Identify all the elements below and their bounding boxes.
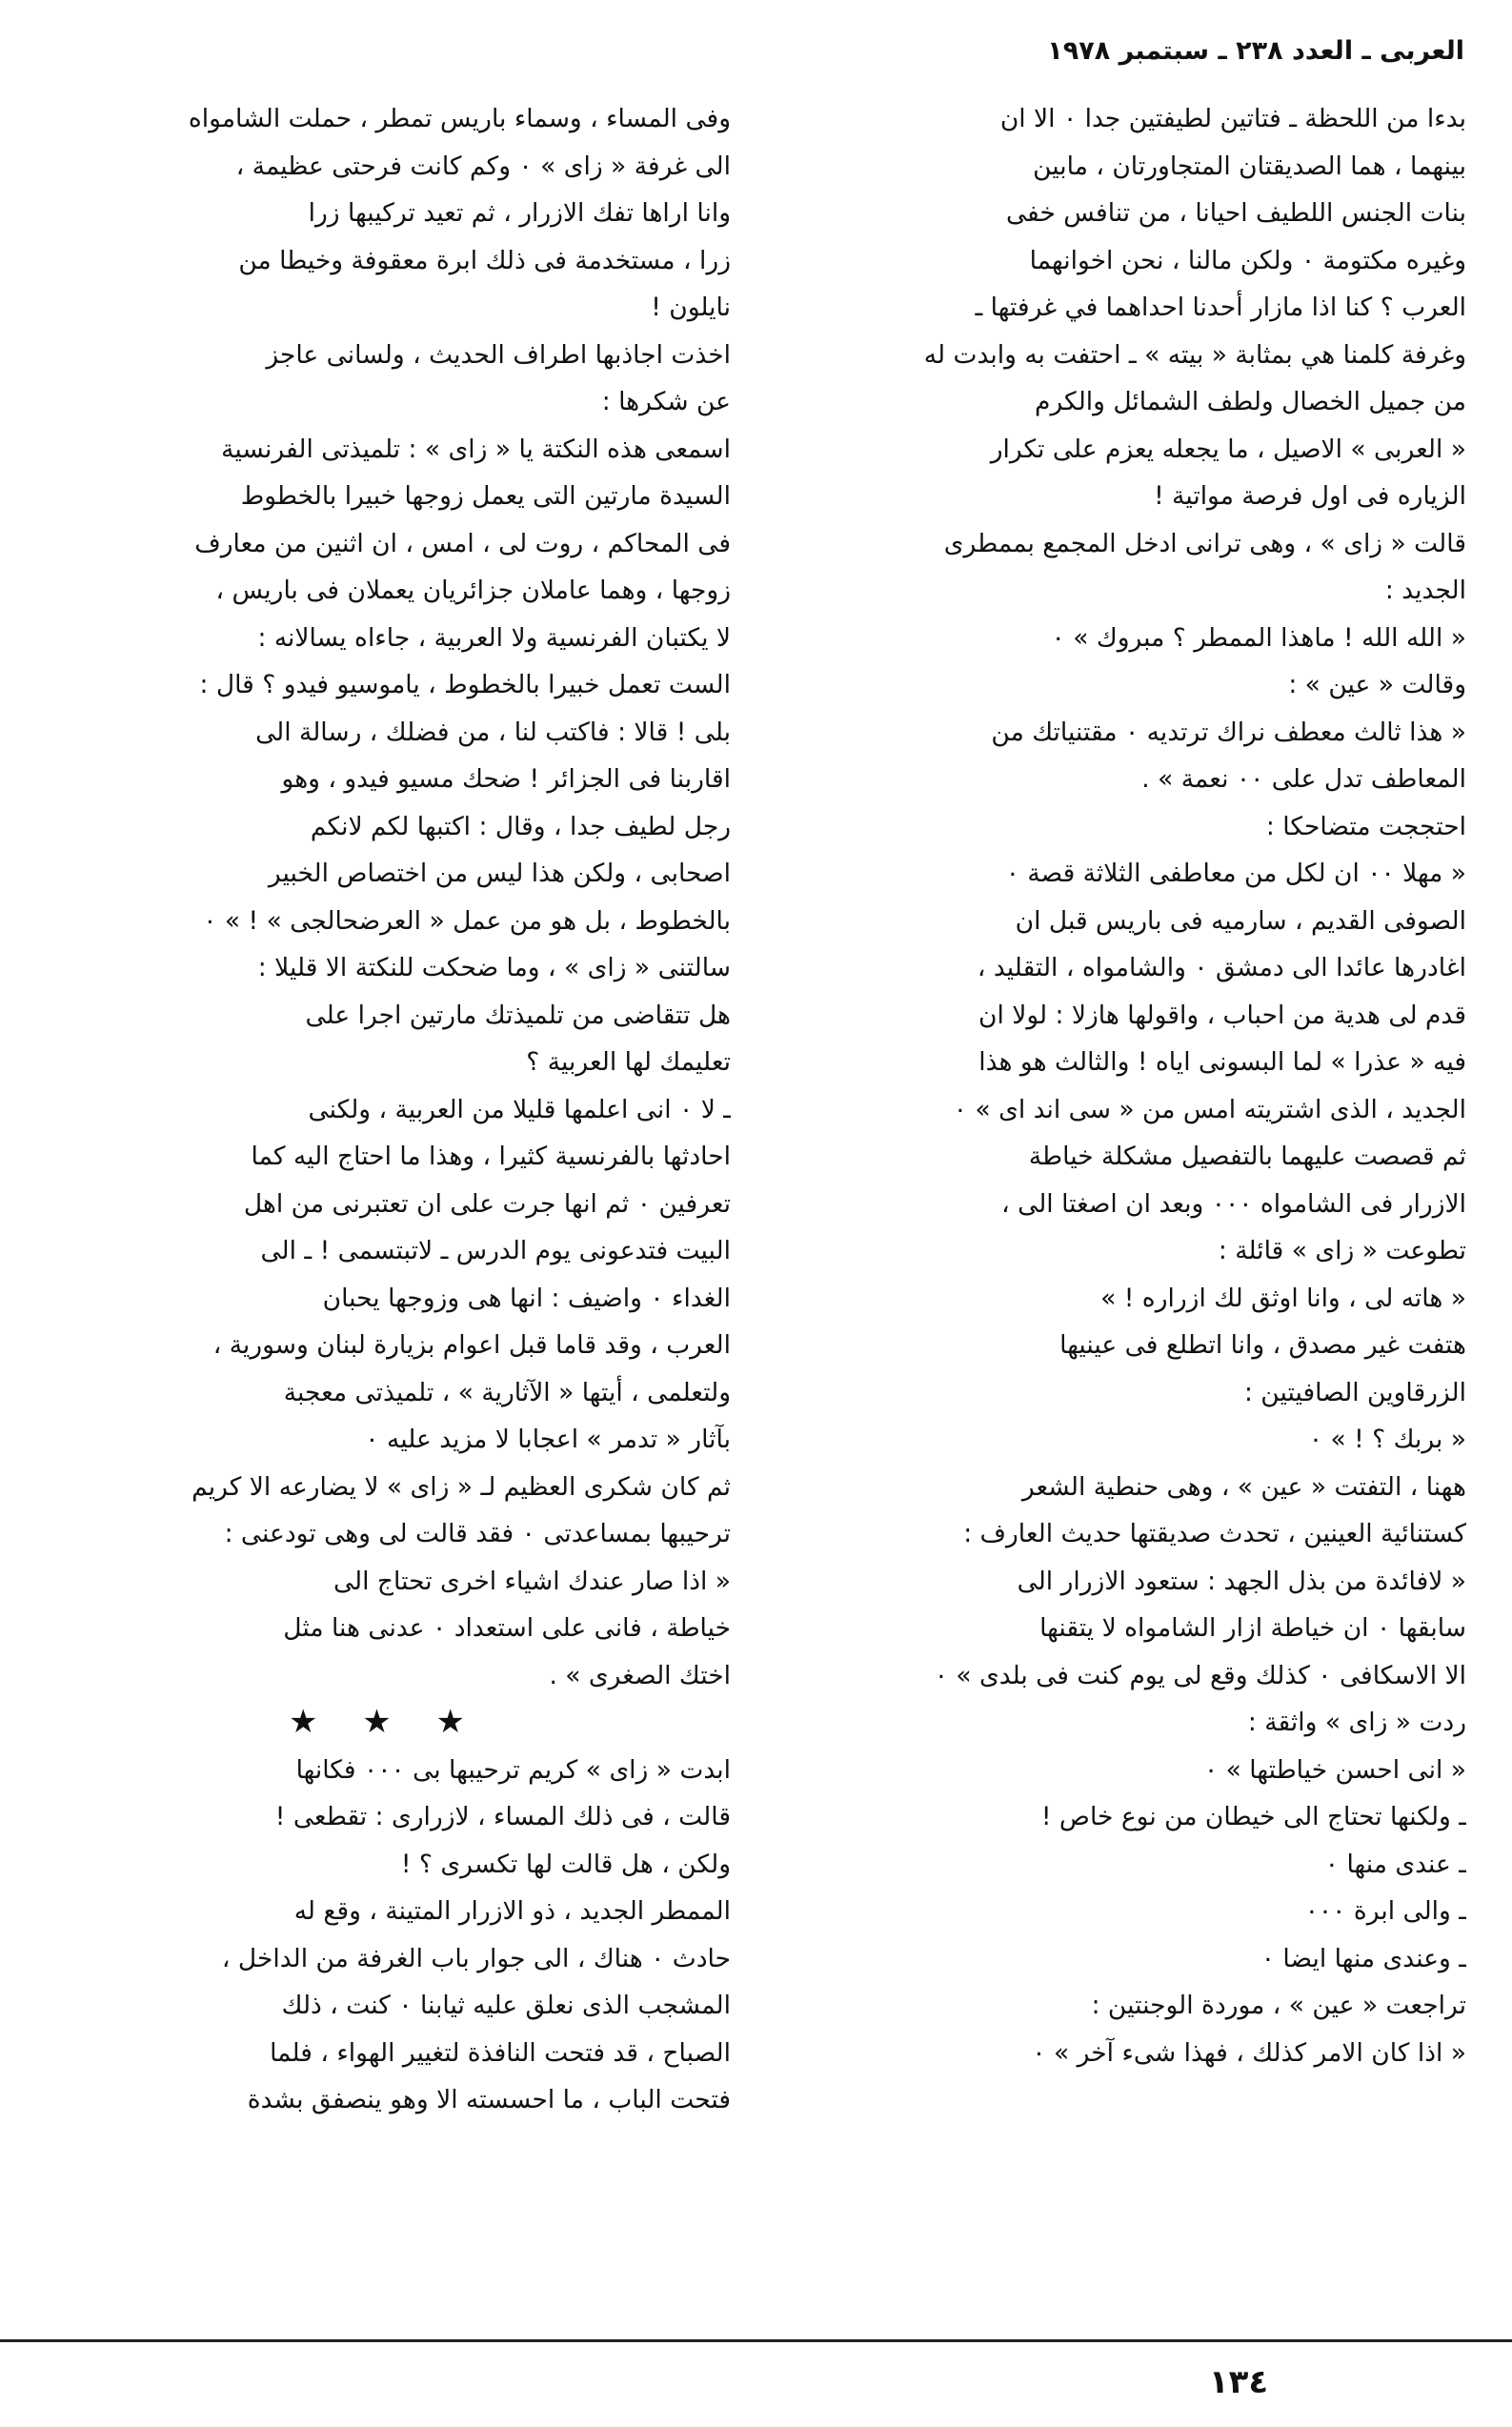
text-line: الازرار فى الشامواه ٠٠٠ وبعد ان اصغتا الى ، <box>1001 1188 1466 1219</box>
text-line: اسمعى هذه النكتة يا « زاى » : تلميذتى الفرنسية <box>221 434 731 464</box>
text-line: وفى المساء ، وسماء باريس تمطر ، حملت الشامواه <box>188 104 731 133</box>
section-divider-stars: ★ ★ ★ <box>288 1703 483 1741</box>
text-line: « الله الله ! ماهذا الممطر ؟ مبروك » ٠ <box>1051 622 1466 653</box>
text-line: المعاطف تدل على ٠٠ نعمة » . <box>1141 764 1466 794</box>
text-line: الصوفى القديم ، سارميه فى باريس قبل ان <box>1015 905 1466 936</box>
text-line: ردت « زاى » واثقة : <box>1247 1708 1466 1737</box>
text-line: الزرقاوين الصافيتين : <box>1243 1377 1466 1407</box>
text-line: من جميل الخصال ولطف الشمائل والكرم <box>1035 387 1466 416</box>
text-line: تطوعت « زاى » قائلة : <box>1218 1236 1466 1265</box>
text-line: ابدت « زاى » كريم ترحيبها بى ٠٠٠ فكانها <box>295 1754 731 1785</box>
text-line: خياطة ، فانى على استعداد ٠ عدنى هنا مثل <box>283 1613 731 1643</box>
text-line: فى المحاكم ، روت لى ، امس ، ان اثنين من معارف <box>194 528 731 558</box>
text-line: قالت « زاى » ، وهى ترانى ادخل المجمع بممطرى <box>943 528 1466 558</box>
text-line: احادثها بالفرنسية كثيرا ، وهذا ما احتاج اليه كما <box>251 1142 731 1171</box>
text-line: فتحت الباب ، ما احسسته الا وهو ينصفق بشدة <box>247 2085 731 2114</box>
text-line: بدءا من اللحظة ـ فتاتين لطيفتين جدا ٠ الا ان <box>999 104 1466 133</box>
text-line: « هذا ثالث معطف نراك ترتديه ٠ مقتنياتك من <box>991 717 1466 747</box>
text-line: « انى احسن خياطتها » ٠ <box>1204 1754 1466 1785</box>
text-line: زرا ، مستخدمة فى ذلك ابرة معقوفة وخيطا من <box>238 245 731 275</box>
text-line: الا الاسكافى ٠ كذلك وقع لى يوم كنت فى بلدى » ٠ <box>934 1660 1466 1690</box>
text-line: تعرفين ٠ ثم انها جرت على ان تعتبرنى من اهل <box>243 1188 731 1219</box>
text-line: اقاربنا فى الجزائر ! ضحك مسيو فيدو ، وهو <box>281 764 731 794</box>
text-line: وقالت « عين » : <box>1288 670 1466 699</box>
text-line: قدم لى هدية من احباب ، واقولها هازلا : لولا ان <box>978 1000 1466 1030</box>
text-line: الجديد ، الذى اشتريته امس من « سى اند اى » ٠ <box>953 1094 1466 1124</box>
text-line: ترحيبها بمساعدتى ٠ فقد قالت لى وهى تودعنى : <box>224 1519 731 1548</box>
text-line: الجديد : <box>1384 576 1466 605</box>
text-line: العرب ؟ كنا اذا مازار أحدنا احداهما في غرفتها ـ <box>975 293 1466 322</box>
text-line: العرب ، وقد قاما قبل اعوام بزيارة لبنان وسورية ، <box>212 1330 731 1360</box>
text-line: « بربك ؟ ! » ٠ <box>1308 1425 1466 1454</box>
text-line: ثم كان شكرى العظيم لـ « زاى » لا يضارعه الا كريم <box>192 1471 731 1502</box>
text-line: البيت فتدعونى يوم الدرس ـ لاتبتسمى ! ـ الى <box>260 1236 731 1265</box>
text-line: رجل لطيف جدا ، وقال : اكتبها لكم لانكم <box>310 811 731 841</box>
text-line: بنات الجنس اللطيف احيانا ، من تنافس خفى <box>1005 198 1466 228</box>
text-line: الى غرفة « زاى » ٠ وكم كانت فرحتى عظيمة ، <box>235 151 731 181</box>
text-line: وغيره مكتومة ٠ ولكن مالنا ، نحن اخوانهما <box>1029 245 1466 275</box>
text-line: زوجها ، وهما عاملان جزائريان يعملان فى باريس ، <box>215 576 731 605</box>
text-line: ـ وعندى منها ايضا ٠ <box>1260 1943 1466 1973</box>
text-line: احتججت متضاحكا : <box>1265 811 1466 841</box>
text-line: « هاته لى ، وانا اوثق لك ازراره ! » <box>1100 1283 1466 1313</box>
text-column-left <box>40 95 731 2325</box>
text-line: بلى ! قالا : فاكتب لنا ، من فضلك ، رسالة الى <box>255 717 731 747</box>
text-line: الست تعمل خبيرا بالخطوط ، ياموسيو فيدو ؟ قال : <box>199 670 731 699</box>
text-line: « مهلا ٠٠ ان لكل من معاطفى الثلاثة قصة ٠ <box>1005 859 1466 888</box>
text-line: الصباح ، قد فتحت النافذة لتغيير الهواء ، فلما <box>270 2037 731 2068</box>
text-line: كستنائية العينين ، تحدث صديقتها حديث العارف : <box>963 1519 1466 1548</box>
text-line: هل تتقاضى من تلميذتك مارتين اجرا على <box>305 1000 731 1030</box>
text-line: وانا اراها تفك الازرار ، ثم تعيد تركيبها زرا <box>308 198 731 228</box>
text-line: اختك الصغرى » . <box>549 1660 731 1690</box>
text-line: ولتعلمى ، أيتها « الآثارية » ، تلميذتى معجبة <box>283 1377 731 1407</box>
text-line: « لافائدة من بذل الجهد : ستعود الازرار الى <box>1017 1566 1466 1596</box>
text-line: بينهما ، هما الصديقتان المتجاورتان ، مابين <box>1033 151 1466 181</box>
text-line: ثم قصصت عليهما بالتفصيل مشكلة خياطة <box>1028 1142 1466 1171</box>
text-line: السيدة مارتين التى يعمل زوجها خبيرا بالخطوط <box>240 481 731 511</box>
running-head: العربى ـ العدد ٢٣٨ ـ سبتمبر ١٩٧٨ <box>1047 36 1464 66</box>
text-line: تعليمك لها العربية ؟ <box>526 1047 731 1077</box>
text-line: قالت ، فى ذلك المساء ، لازرارى : تقطعى ! <box>274 1802 731 1831</box>
text-line: اغادرها عائدا الى دمشق ٠ والشامواه ، التقليد ، <box>977 953 1466 982</box>
text-line: الغداء ٠ واضيف : انها هى وزوجها يحبان <box>322 1283 731 1313</box>
text-line: ـ لا ٠ انى اعلمها قليلا من العربية ، ولكنى <box>308 1094 731 1124</box>
text-line: « العربى » الاصيل ، ما يجعله يعزم على تكرار <box>990 434 1466 464</box>
text-line: سالتنى « زاى » ، وما ضحكت للنكتة الا قليلا : <box>257 953 731 982</box>
text-line: ولكن ، هل قالت لها تكسرى ؟ ! <box>400 1849 731 1879</box>
text-line: فيه « عذرا » لما البسونى اياه ! والثالث هو هذا <box>978 1047 1466 1077</box>
text-line: الممطر الجديد ، ذو الازرار المتينة ، وقع له <box>293 1896 731 1926</box>
text-line: بالخطوط ، بل هو من عمل « العرضحالجى » ! » ٠ <box>203 905 731 936</box>
footer-rule <box>0 2339 1512 2342</box>
text-line: « اذا صار عندك اشياء اخرى تحتاج الى <box>333 1566 731 1596</box>
text-line: اخذت اجاذبها اطراف الحديث ، ولسانى عاجز <box>266 339 731 370</box>
text-line: وغرفة كلمنا هي بمثابة « بيته » ـ احتفت به وابدت له <box>923 339 1466 370</box>
text-line: تراجعت « عين » ، موردة الوجنتين : <box>1091 1991 1466 2020</box>
text-line: ههنا ، التفتت « عين » ، وهى حنطية الشعر <box>1021 1471 1466 1502</box>
text-column-right <box>776 95 1466 2325</box>
text-line: الزياره فى اول فرصة مواتية ! <box>1154 481 1466 511</box>
text-line: المشجب الذى نعلق عليه ثيابنا ٠ كنت ، ذلك <box>281 1991 731 2020</box>
text-line: هتفت غير مصدق ، وانا اتطلع فى عينيها <box>1059 1330 1466 1360</box>
text-line: بآثار « تدمر » اعجابا لا مزيد عليه ٠ <box>365 1425 731 1454</box>
text-line: اصحابى ، ولكن هذا ليس من اختصاص الخبير <box>268 859 731 888</box>
page-number: ١٣٤ <box>1208 2363 1269 2401</box>
text-line: لا يكتبان الفرنسية ولا العربية ، جاءاه يسالانه : <box>257 622 731 653</box>
text-line: ـ ولكنها تحتاج الى خيطان من نوع خاص ! <box>1040 1802 1466 1831</box>
text-line: حادث ٠ هناك ، الى جوار باب الغرفة من الداخل ، <box>221 1943 731 1973</box>
text-line: سابقها ٠ ان خياطة ازار الشامواه لا يتقنها <box>1039 1613 1466 1643</box>
text-line: « اذا كان الامر كذلك ، فهذا شىء آخر » ٠ <box>1032 2037 1466 2068</box>
text-line: عن شكرها : <box>601 387 731 416</box>
text-line: ـ عندى منها ٠ <box>1324 1849 1466 1879</box>
text-line: ـ والى ابرة ٠٠٠ <box>1304 1896 1466 1926</box>
text-line: نايلون ! <box>651 293 731 322</box>
